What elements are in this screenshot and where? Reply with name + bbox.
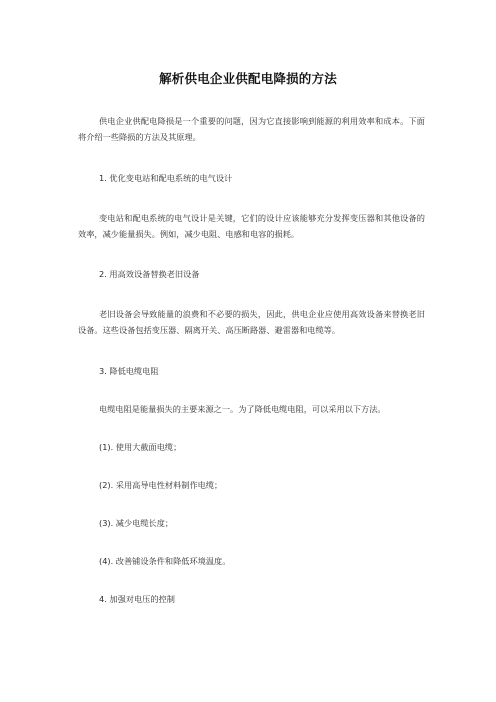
section-body-1: 变电站和配电系统的电气设计是关键，它们的设计应该能够充分发挥变压器和其他设备的效率，减少能量损失。例如，减少电阻、电感和电容的损耗。 [78,213,425,239]
section-heading-2: 2. 用高效设备替换老旧设备 [99,269,200,279]
intro-paragraph: 供电企业供配电降损是一个重要的问题，因为它直接影响到能源的利用效率和成本。下面将介绍一些降损的方法及其原理。 [78,116,425,142]
list-item: (4). 改善铺设条件和降低环境温度。 [99,556,231,566]
list-item: (3). 减少电缆长度； [99,518,174,528]
section-body-2: 老旧设备会导致能量的浪费和不必要的损失，因此，供电企业应使用高效设备来替换老旧设备。这些设备包括变压器、隔离开关、高压断路器、避雷器和电缆等。 [78,309,425,335]
section-heading-3: 3. 降低电缆电阻 [99,366,159,376]
section-body-3: 电缆电阻是能量损失的主要来源之一。为了降低电缆电阻，可以采用以下方法。 [99,404,386,414]
list-item: (1). 使用大截面电缆； [99,442,182,452]
section-heading-1: 1. 优化变电站和配电系统的电气设计 [99,173,233,183]
section-heading-4: 4. 加强对电压的控制 [99,594,175,604]
document-title: 解析供电企业供配电降损的方法 [159,71,337,86]
list-item: (2). 采用高导电性材料制作电缆； [99,480,223,490]
